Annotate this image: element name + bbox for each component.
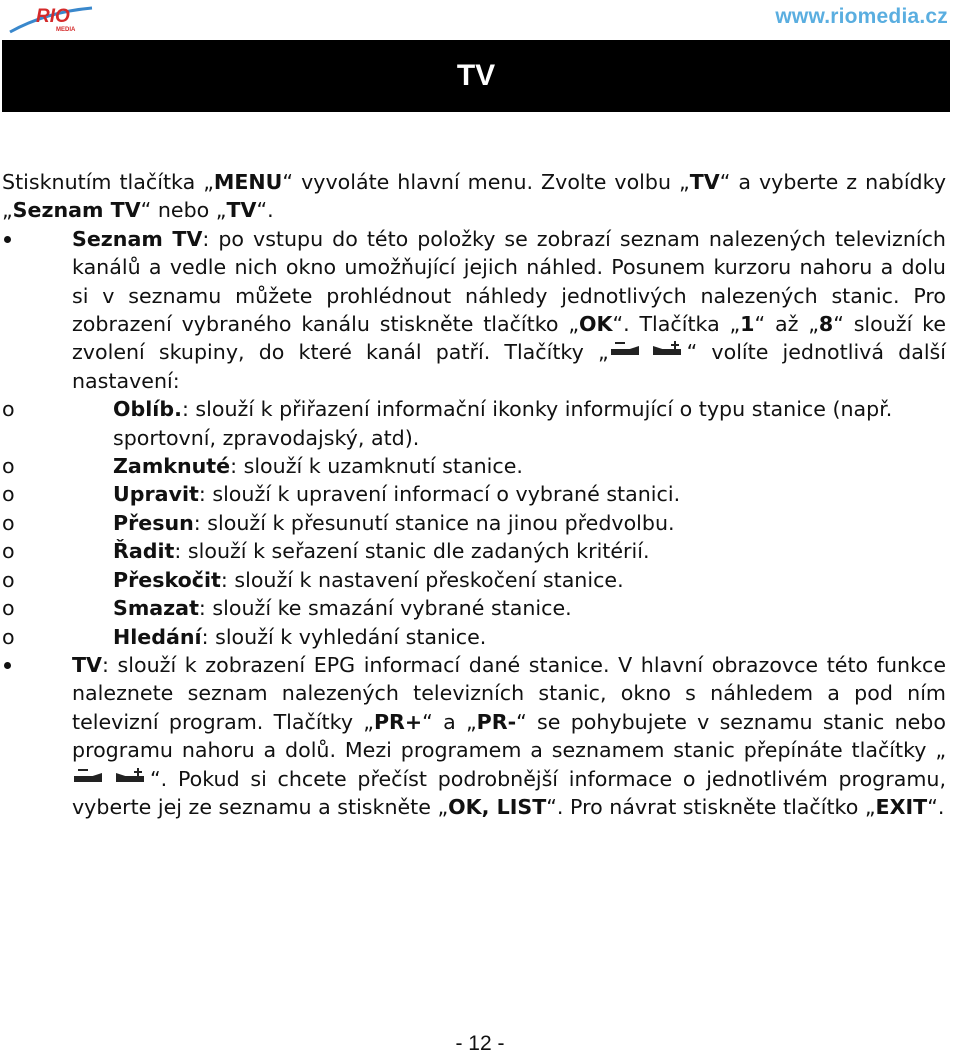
svg-text:MEDIA: MEDIA <box>56 27 76 33</box>
list-item: o Upravit: slouží k upravení informací o vybrané stanici. <box>2 480 946 508</box>
svg-text:RIO: RIO <box>36 6 70 27</box>
list-item: o Přesun: slouží k přesunutí stanice na jinou předvolbu. <box>2 509 946 537</box>
intro-paragraph: Stisknutím tlačítka „MENU“ vyvoláte hlavní menu. Zvolte volbu „TV“ a vyberte z nabídky „Seznam TV“ nebo „TV“. <box>2 170 947 223</box>
list-item-seznam-tv <box>2 225 946 651</box>
list-item: o Přeskočit: slouží k nastavení přeskočení stanice. <box>2 566 946 594</box>
sub-bullet-icon: o <box>2 510 15 535</box>
site-url[interactable]: www.riomedia.cz <box>775 5 948 28</box>
list-item-tv <box>2 651 946 821</box>
list-item: o Smazat: slouží ke smazání vybrané stanice. <box>2 594 946 622</box>
volume-buttons-icon <box>609 338 687 362</box>
list-item: o Hledání: slouží k vyhledání stanice. <box>2 623 946 651</box>
bullet-list <box>2 225 946 822</box>
bullet-icon <box>4 662 11 669</box>
sub-bullet-icon: o <box>2 397 15 422</box>
tv-paragraph: TV: slouží k zobrazení EPG informací dané stanice. V hlavní obrazovce této funkce naleznete seznam nalezených televizních stanic, okno s náhledem a pod ním televizní program. Tlačítky „PR+“ a „PR-“ se pohybujete v seznamu stanic nebo programu nahoru a dolů. Mezi programem a seznamem stanic přepínáte tlačítky „“. Pokud si chcete přečíst podrobnější informace o jednotlivém programu, vyberte jej ze seznamu a stiskněte „OK, LIST“. Pro návrat stiskněte tlačítko „EXIT“. <box>72 652 946 819</box>
page-title <box>2 40 950 112</box>
sub-bullet-icon: o <box>2 454 15 479</box>
volume-buttons-icon <box>72 765 150 789</box>
sub-bullet-icon: o <box>2 482 15 507</box>
list-item: o Zamknuté: slouží k uzamknutí stanice. <box>2 452 946 480</box>
sub-bullet-icon: o <box>2 624 15 649</box>
list-item: o Řadit: slouží k seřazení stanic dle zadaných kritérií. <box>2 537 946 565</box>
sub-bullet-icon: o <box>2 567 15 592</box>
riomedia-logo <box>6 2 96 36</box>
list-item: o Oblíb.: slouží k přiřazení informační ikonky informující o typu stanice (např. sportovní, zpravodajský, atd). <box>2 397 893 450</box>
seznam-tv-paragraph: Seznam TV: po vstupu do této položky se zobrazí seznam nalezených televizních kanálů a vedle nich okno umožňující jejich náhled. Posunem kurzoru nahoru a dolu si v seznamu můžete prohlédnout náhledy jednotlivých nalezených stanic. Pro zobrazení vybraného kanálu stiskněte tlačítko „OK“. Tlačítka „1“ až „8“ slouží ke zvolení skupiny, do které kanál patří. Tlačítky „ “ volíte jednotlivá další nastavení: <box>72 226 946 393</box>
sub-bullet-icon: o <box>2 596 15 621</box>
bullet-icon <box>4 236 11 243</box>
page-title-text: TV <box>456 59 496 92</box>
sub-list <box>2 395 946 651</box>
page-number: - 12 - <box>455 1032 505 1055</box>
document-body <box>2 168 946 821</box>
sub-bullet-icon: o <box>2 539 15 564</box>
